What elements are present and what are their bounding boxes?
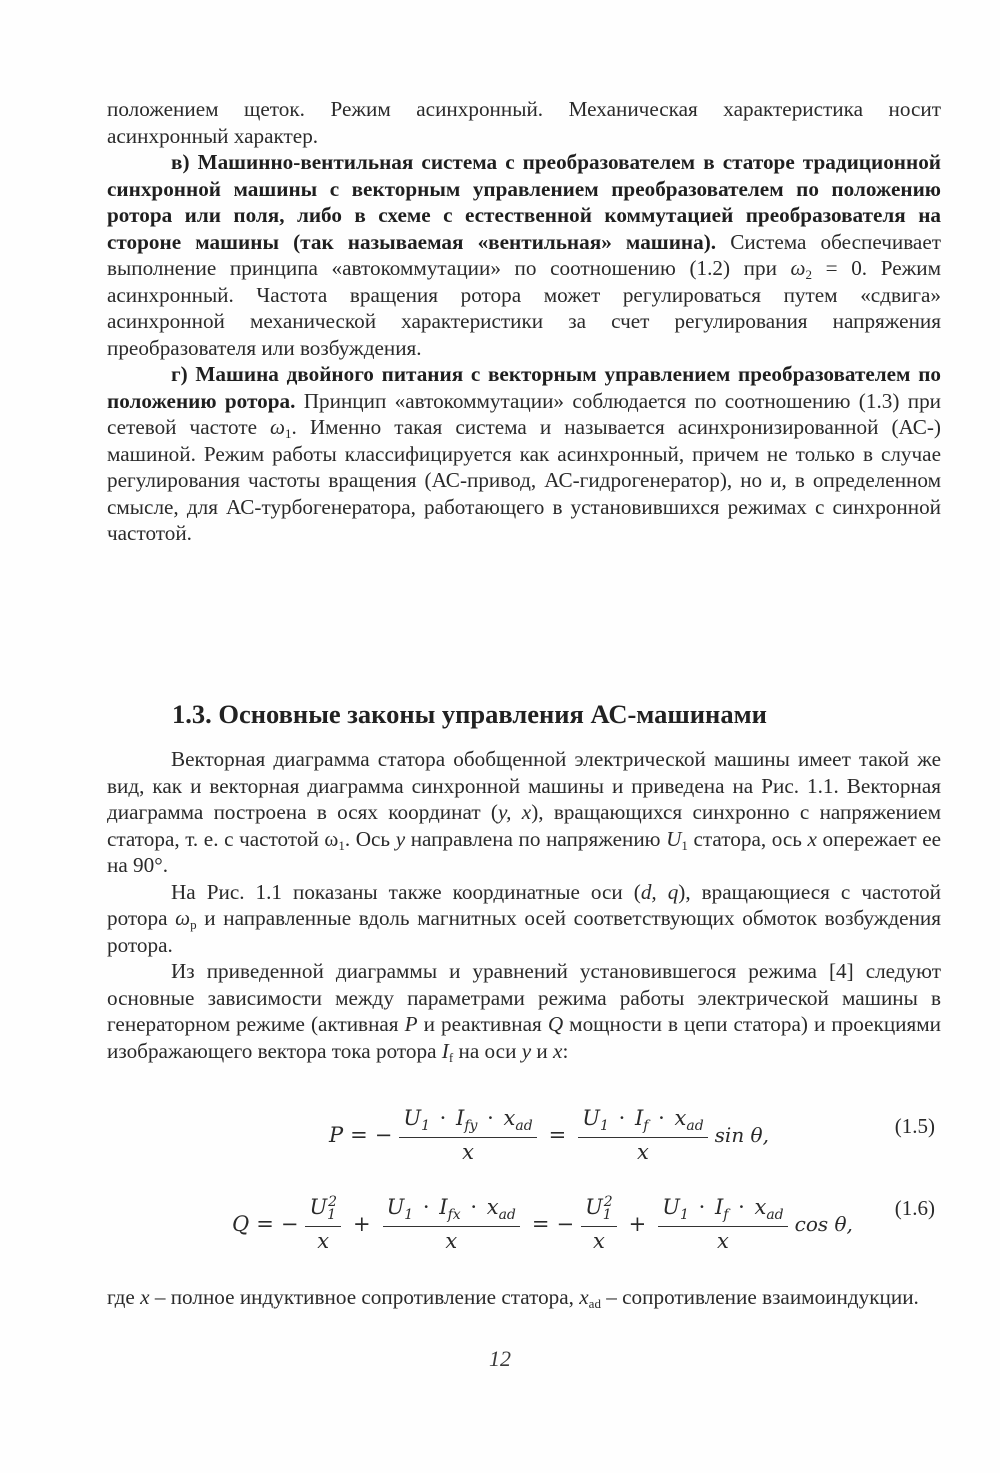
section-body <box>107 746 941 1064</box>
fraction: $\frac{U_1^2}{x}$ <box>581 1194 617 1253</box>
equation-number: (1.5) <box>894 1114 935 1138</box>
formula-active-power: P = − $\frac{U_1 \cdot I_{fy} \cdot x_{ad}}{x}$ = $\frac{U_1 \cdot I_f \cdot x_{ad}}{x}$ sin θ, <box>329 1106 769 1164</box>
section-title: 1.3. Основные законы управления АС-машинами <box>172 699 767 729</box>
fraction: $\frac{U_1^2}{x}$ <box>305 1194 341 1253</box>
item-v-heading: в) Машинно-вентильная система с преобразователем в статоре традиционной синхронной машины с векторным управлением преобразователем по положению ротора или поля, либо в схеме с естественной коммутацией преобразователя на стороне машины (так называемая «вентильная» машина). <box>107 150 941 254</box>
formula-reactive-power: Q = − $\frac{U_1^2}{x}$ + $\frac{U_1 \cdot I_{fx} \cdot x_{ad}}{x}$ = − $\frac{U_1^2}{x}$ + $\frac{U_1 \cdot I_f \cdot x_{ad}}{x}$ cos θ, <box>232 1194 853 1253</box>
fraction: $\frac{U_1 \cdot I_f \cdot x_{ad}}{x}$ <box>578 1106 707 1164</box>
page-body <box>107 96 942 1311</box>
equation-number: (1.6) <box>894 1196 935 1220</box>
fraction: $\frac{U_1 \cdot I_f \cdot x_{ad}}{x}$ <box>658 1195 787 1253</box>
equation-1-5 <box>107 1104 941 1184</box>
fraction: $\frac{U_1 \cdot I_{fy} \cdot x_{ad}}{x}$ <box>399 1106 536 1164</box>
paragraph-dependencies: Из приведенной диаграммы и уравнений установившегося режима [4] следуют основные зависимости между параметрами режима работы электрической машины в генераторном режиме (активная P и реактивная Q мощности в цепи статора) и проекциями изображающего вектора тока ротора $I_f$ на оси y и x: <box>107 959 941 1065</box>
page-number: 12 <box>489 1346 511 1371</box>
paragraph-dq-axes: На Рис. 1.1 показаны также координатные оси (d, q), вращающиеся с частотой ротора $\omega_p$ и направленные вдоль магнитных осей соответствующих обмоток возбуждения ротора. <box>107 879 942 957</box>
paragraph-item-g: г) Машина двойного питания с векторным управлением преобразователем по положению ротора. Принцип «автокоммутации» соблюдается по соотношению (1.3) при сетевой частоте $\omega_1$. Именно такая система и называется асинхронизированной (АС-) машиной. Режим работы классифицируется как асинхронный, причем не только в случае регулирования частоты вращения (АС-привод, АС-гидрогенератор), но и, в определенном смысле, для АС-турбогенератора, работающего в установившихся режимах с синхронной частотой. <box>107 362 942 545</box>
paragraph-item-v: в) Машинно-вентильная система с преобразователем в статоре традиционной синхронной машины с векторным управлением преобразователем по положению ротора или поля, либо в схеме с естественной коммутацией преобразователя на стороне машины (так называемая «вентильная» машина). Система обеспечивает выполнение принципа «автокоммутации» по соотношению (1.2) при $\omega_2 = 0$. Режим асинхронный. Частота вращения ротора может регулироваться путем «сдвига» асинхронной механической характеристики за счет регулирования напряжения преобразователя или возбуждения. <box>107 150 941 360</box>
item-g-heading: г) Машина двойного питания с векторным управлением преобразователем по положению ротора. <box>107 362 941 413</box>
fraction: $\frac{U_1 \cdot I_{fx} \cdot x_{ad}}{x}$ <box>383 1195 520 1253</box>
paragraph-continuation: положением щеток. Режим асинхронный. Механическая характеристика носит асинхронный характер. <box>107 97 941 148</box>
paragraph-vector-diagram: Векторная диаграмма статора обобщенной электрической машины имеет такой же вид, как и векторная диаграмма синхронной машины и приведена на Рис. 1.1. Векторная диаграмма построена в осях координат (y, x), вращающихся синхронно с напряжением статора, т. е. с частотой $\omega_1$. Ось y направлена по напряжению $U_1$ статора, ось x опережает ее на 90°. <box>107 747 941 877</box>
equation-1-6 <box>107 1192 941 1272</box>
paragraph-definitions: где x – полное индуктивное сопротивление статора, $x_{ad}$ – сопротивление взаимоиндукции. <box>107 1285 919 1311</box>
